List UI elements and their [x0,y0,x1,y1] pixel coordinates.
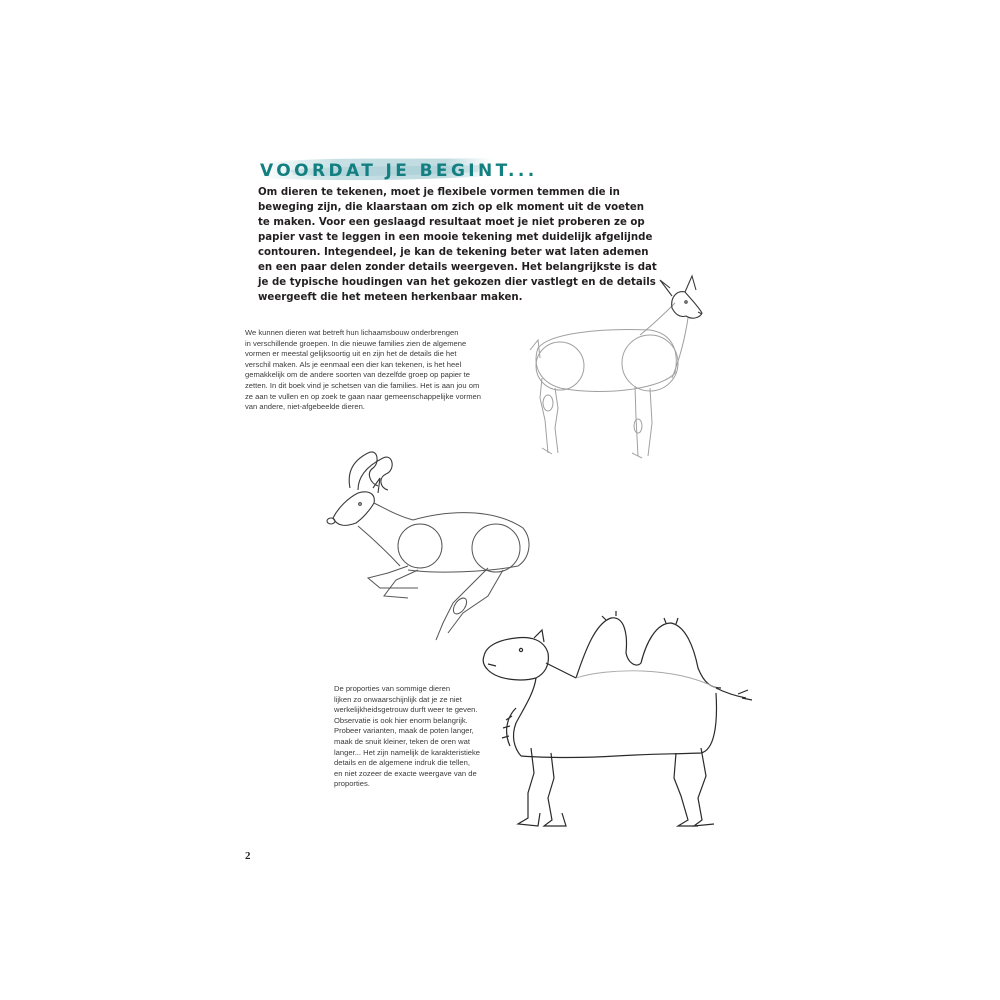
note-line: De proporties van sommige dieren [334,684,451,693]
intro-line: je de typische houdingen van het gekozen dier vastlegt en de details [258,277,656,288]
note-line: en niet zozeer de exacte weergave van de [334,768,477,778]
body-line: zetten. In dit boek vind je schetsen van die families. Het is aan jou om [245,380,480,390]
note-line: maak de snuit kleiner, teken de oren wat [334,736,470,746]
note-line: proporties. [334,779,370,789]
note-paragraph [334,684,504,790]
intro-line: beweging zijn, die klaarstaan om zich op elk moment uit de voeten [258,202,645,213]
page-number: 2 [245,850,251,862]
page-heading: VOORDAT JE BEGINT... [260,161,538,181]
note-line: details en de algemene indruk die tellen, [334,758,470,768]
body-line: ze aan te vullen en op zoek te gaan naar gemeenschappelijke vormen [245,391,481,401]
body-line: van andere, niet-afgebeelde dieren. [245,402,365,412]
intro-line: te maken. Voor een geslaagd resultaat moet je niet proberen ze op [258,217,645,228]
camel-sketch [476,608,756,833]
intro-line: weergeeft die het meteen herkenbaar maken. [258,292,523,303]
note-line: Probeer varianten, maak de poten langer, [334,726,474,736]
deer-sketch [520,278,720,468]
body-line: verschil maken. Als je eenmaal een dier kan tekenen, is het heel [245,359,462,369]
intro-line: Om dieren te tekenen, moet je flexibele vormen temmen die in [258,187,620,198]
note-line: werkelijkheidsgetrouw durft weer te geven. [334,705,478,715]
note-line: lijken zo onwaarschijnlijk dat je ze niet [334,694,462,704]
note-line: Observatie is ook hier enorm belangrijk. [334,715,468,725]
body-line: vormen er meestal gelijksoortig uit en zijn het de details die het [245,349,457,359]
body-line: in verschillende groepen. In die nieuwe families zien de algemene [245,338,467,348]
body-line: gemakkelijk om de andere soorten van dezelfde groep op papier te [245,370,471,380]
intro-line: en een paar delen zonder details weergeven. Het belangrijkste is dat [258,262,657,273]
intro-line: contouren. Integendeel, je kan de tekening beter wat laten ademen [258,247,649,258]
intro-paragraph [258,185,657,305]
body-line: We kunnen dieren wat betreft hun lichaamsbouw onderbrengen [245,328,459,337]
note-line: langer... Het zijn namelijk de karakteristieke [334,747,481,757]
body-paragraph [245,328,525,413]
intro-line: papier vast te leggen in een mooie tekening met duidelijk afgelijnde [258,232,653,243]
